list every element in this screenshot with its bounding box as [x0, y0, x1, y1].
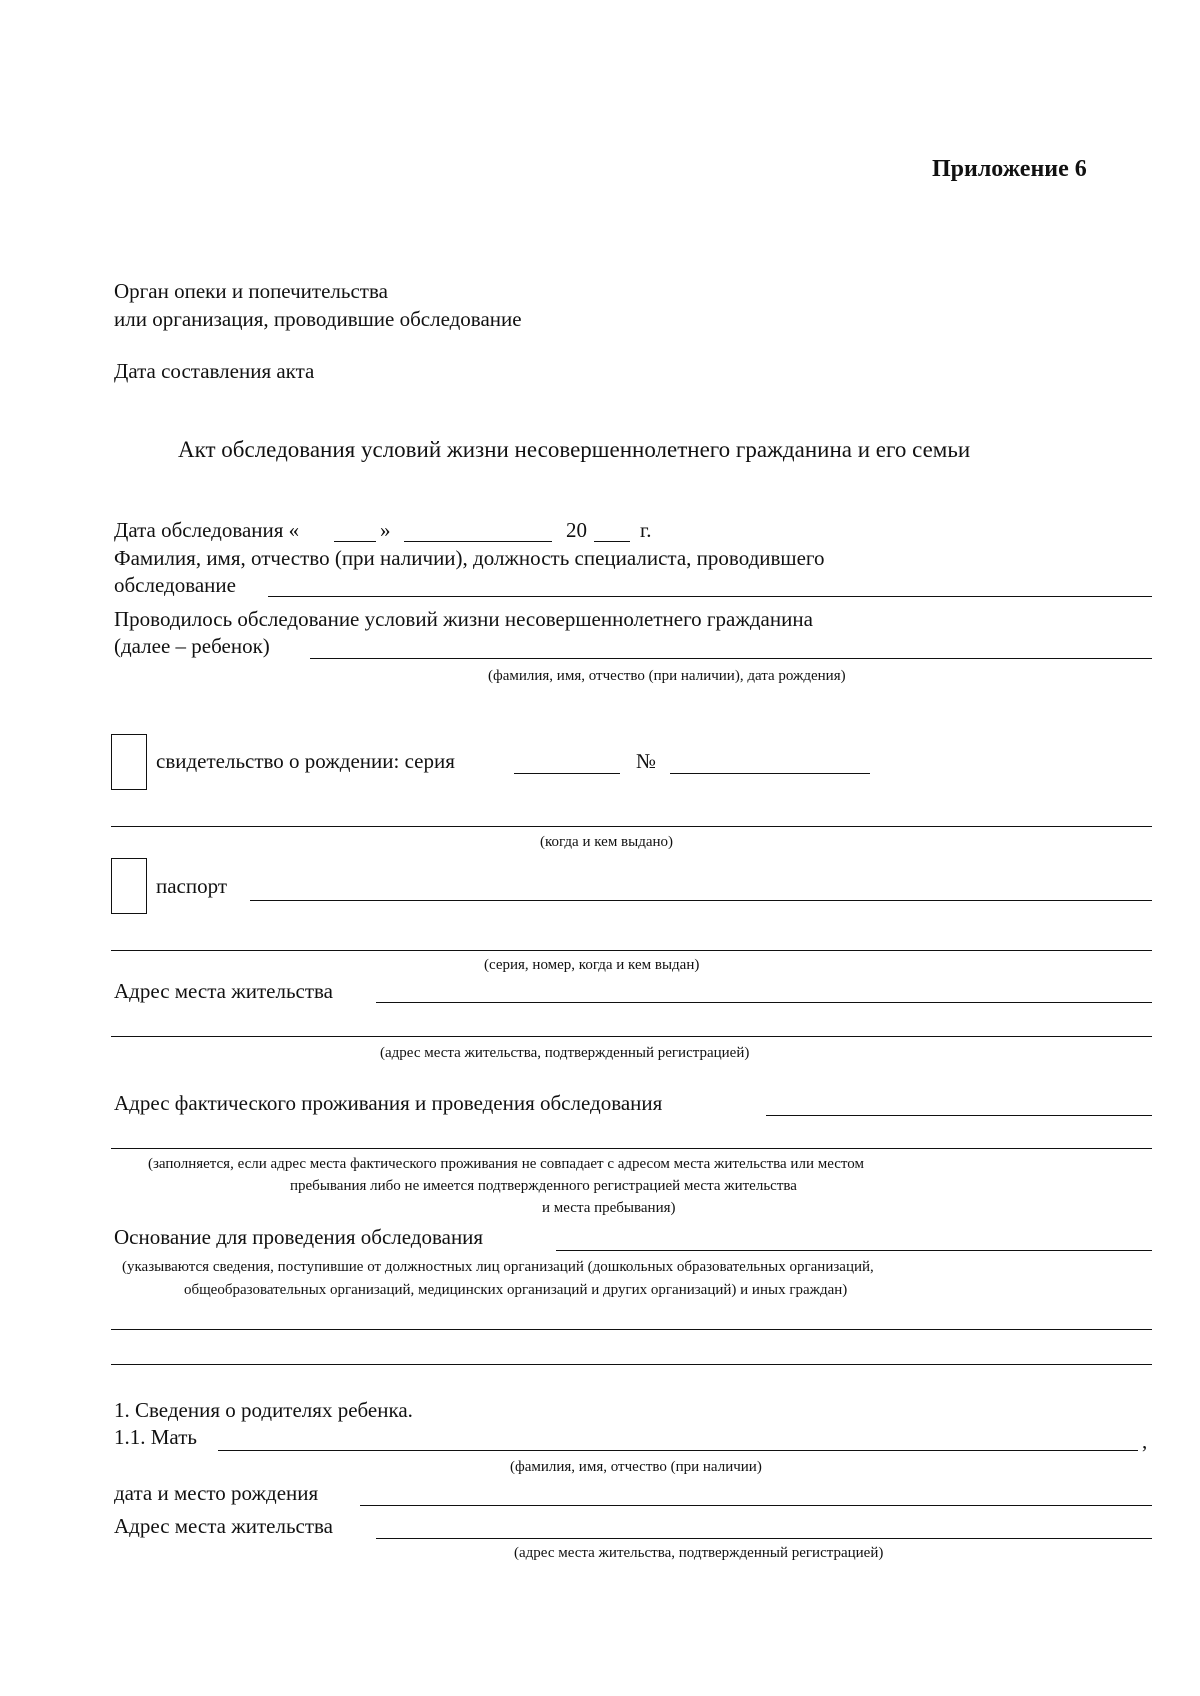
survey-day-field[interactable]: [334, 541, 376, 542]
passport-caption: (серия, номер, когда и кем выдан): [484, 957, 700, 973]
mother-birth-label: дата и место рождения: [114, 1481, 319, 1505]
specialist-field[interactable]: [268, 596, 1152, 597]
residence-field[interactable]: [376, 1002, 1152, 1003]
parents-section-title: 1. Сведения о родителях ребенка.: [114, 1398, 413, 1422]
mother-residence-label: Адрес места жительства: [114, 1514, 333, 1538]
birth-cert-label: свидетельство о рождении: серия: [156, 749, 455, 773]
residence-caption: (адрес места жительства, подтвержденный регистрацией): [380, 1045, 750, 1061]
basis-caption-1: (указываются сведения, поступившие от должностных лиц организаций (дошкольных образовательных организаций,: [122, 1259, 874, 1275]
passport-checkbox[interactable]: [111, 858, 147, 914]
child-caption: (фамилия, имя, отчество (при наличии), дата рождения): [488, 668, 846, 684]
actual-caption-1: (заполняется, если адрес места фактического проживания не совпадает с адресом места жительства или местом: [148, 1156, 864, 1172]
basis-caption-2: общеобразовательных организаций, медицинских организаций и других организаций) и иных граждан): [184, 1282, 848, 1298]
birth-cert-series-field[interactable]: [514, 773, 620, 774]
passport-label: паспорт: [156, 874, 228, 898]
actual-address-label: Адрес фактического проживания и проведения обследования: [114, 1091, 663, 1115]
passport-field-2[interactable]: [111, 950, 1152, 951]
org-line-2: или организация, проводившие обследование: [114, 307, 522, 331]
survey-year-prefix: 20: [566, 518, 587, 542]
actual-caption-3: и места пребывания): [542, 1200, 676, 1216]
residence-field-2[interactable]: [111, 1036, 1152, 1037]
appendix-label: Приложение 6: [932, 156, 1087, 182]
basis-field-3[interactable]: [111, 1364, 1152, 1365]
mother-field[interactable]: [218, 1450, 1138, 1451]
child-field[interactable]: [310, 658, 1152, 659]
mother-label: 1.1. Мать: [114, 1425, 197, 1449]
org-line-1: Орган опеки и попечительства: [114, 279, 388, 303]
survey-year-field[interactable]: [594, 541, 630, 542]
actual-address-field[interactable]: [766, 1115, 1152, 1116]
survey-year-suffix: г.: [640, 518, 652, 542]
basis-label: Основание для проведения обследования: [114, 1225, 484, 1249]
actual-caption-2: пребывания либо не имеется подтвержденного регистрацией места жительства: [290, 1178, 797, 1194]
child-label-1: Проводилось обследование условий жизни несовершеннолетнего гражданина: [114, 607, 813, 631]
basis-field[interactable]: [556, 1250, 1152, 1251]
survey-month-field[interactable]: [404, 541, 552, 542]
mother-comma: ,: [1142, 1429, 1148, 1453]
survey-date-quote: »: [380, 518, 391, 542]
specialist-label-2: обследование: [114, 573, 236, 597]
mother-residence-caption: (адрес места жительства, подтвержденный регистрацией): [514, 1545, 884, 1561]
passport-field[interactable]: [250, 900, 1152, 901]
act-date-label: Дата составления акта: [114, 359, 315, 383]
birth-cert-number-field[interactable]: [670, 773, 870, 774]
number-sign: №: [636, 749, 657, 773]
mother-caption: (фамилия, имя, отчество (при наличии): [510, 1459, 762, 1475]
specialist-label-1: Фамилия, имя, отчество (при наличии), должность специалиста, проводившего: [114, 546, 825, 570]
child-label-2: (далее – ребенок): [114, 634, 270, 658]
birth-cert-issued-field[interactable]: [111, 826, 1152, 827]
survey-date-label: Дата обследования «: [114, 518, 300, 542]
residence-label: Адрес места жительства: [114, 979, 333, 1003]
birth-cert-checkbox[interactable]: [111, 734, 147, 790]
actual-address-field-2[interactable]: [111, 1148, 1152, 1149]
birth-cert-caption: (когда и кем выдано): [540, 834, 674, 850]
basis-field-2[interactable]: [111, 1329, 1152, 1330]
document-title: Акт обследования условий жизни несовершеннолетнего гражданина и его семьи: [178, 437, 971, 462]
mother-birth-field[interactable]: [360, 1505, 1152, 1506]
mother-residence-field[interactable]: [376, 1538, 1152, 1539]
